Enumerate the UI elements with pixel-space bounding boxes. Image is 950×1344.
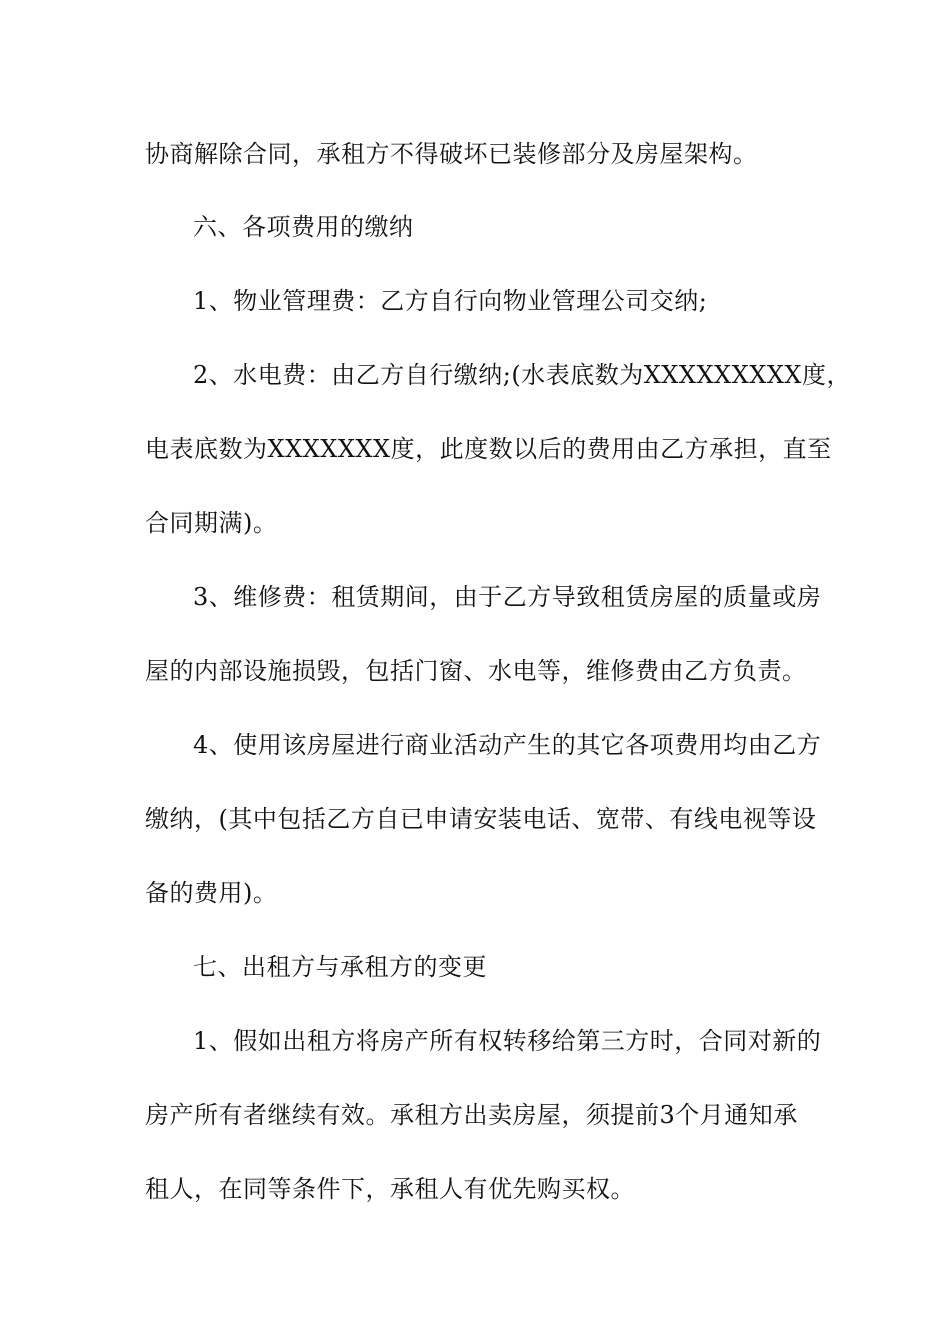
paragraph-line: 合同期满)。 [145, 509, 278, 537]
paragraph-line: 2、水电费：由乙方自行缴纳;(水表底数为XXXXXXXXX度， [193, 361, 851, 389]
paragraph-line: 屋的内部设施损毁，包括门窗、水电等，维修费由乙方负责。 [145, 657, 807, 685]
paragraph-line: 3、维修费：租赁期间，由于乙方导致租赁房屋的质量或房 [193, 583, 822, 611]
paragraph-line: 1、假如出租方将房产所有权转移给第三方时，合同对新的 [193, 1027, 822, 1055]
paragraph-line: 4、使用该房屋进行商业活动产生的其它各项费用均由乙方 [193, 731, 822, 759]
paragraph-line: 协商解除合同，承租方不得破坏已装修部分及房屋架构。 [145, 140, 758, 168]
section-heading: 七、出租方与承租方的变更 [193, 953, 487, 981]
paragraph-line: 备的费用)。 [145, 879, 278, 907]
paragraph-line: 租人，在同等条件下，承租人有优先购买权。 [145, 1175, 635, 1203]
paragraph-line: 房产所有者继续有效。承租方出卖房屋，须提前3个月通知承 [145, 1101, 798, 1129]
section-heading: 六、各项费用的缴纳 [193, 213, 414, 241]
paragraph-line: 缴纳，(其中包括乙方自已申请安装电话、宽带、有线电视等设 [145, 805, 817, 833]
paragraph-line: 1、物业管理费：乙方自行向物业管理公司交纳; [193, 287, 708, 315]
paragraph-line: 电表底数为XXXXXXX度，此度数以后的费用由乙方承担，直至 [145, 435, 832, 463]
